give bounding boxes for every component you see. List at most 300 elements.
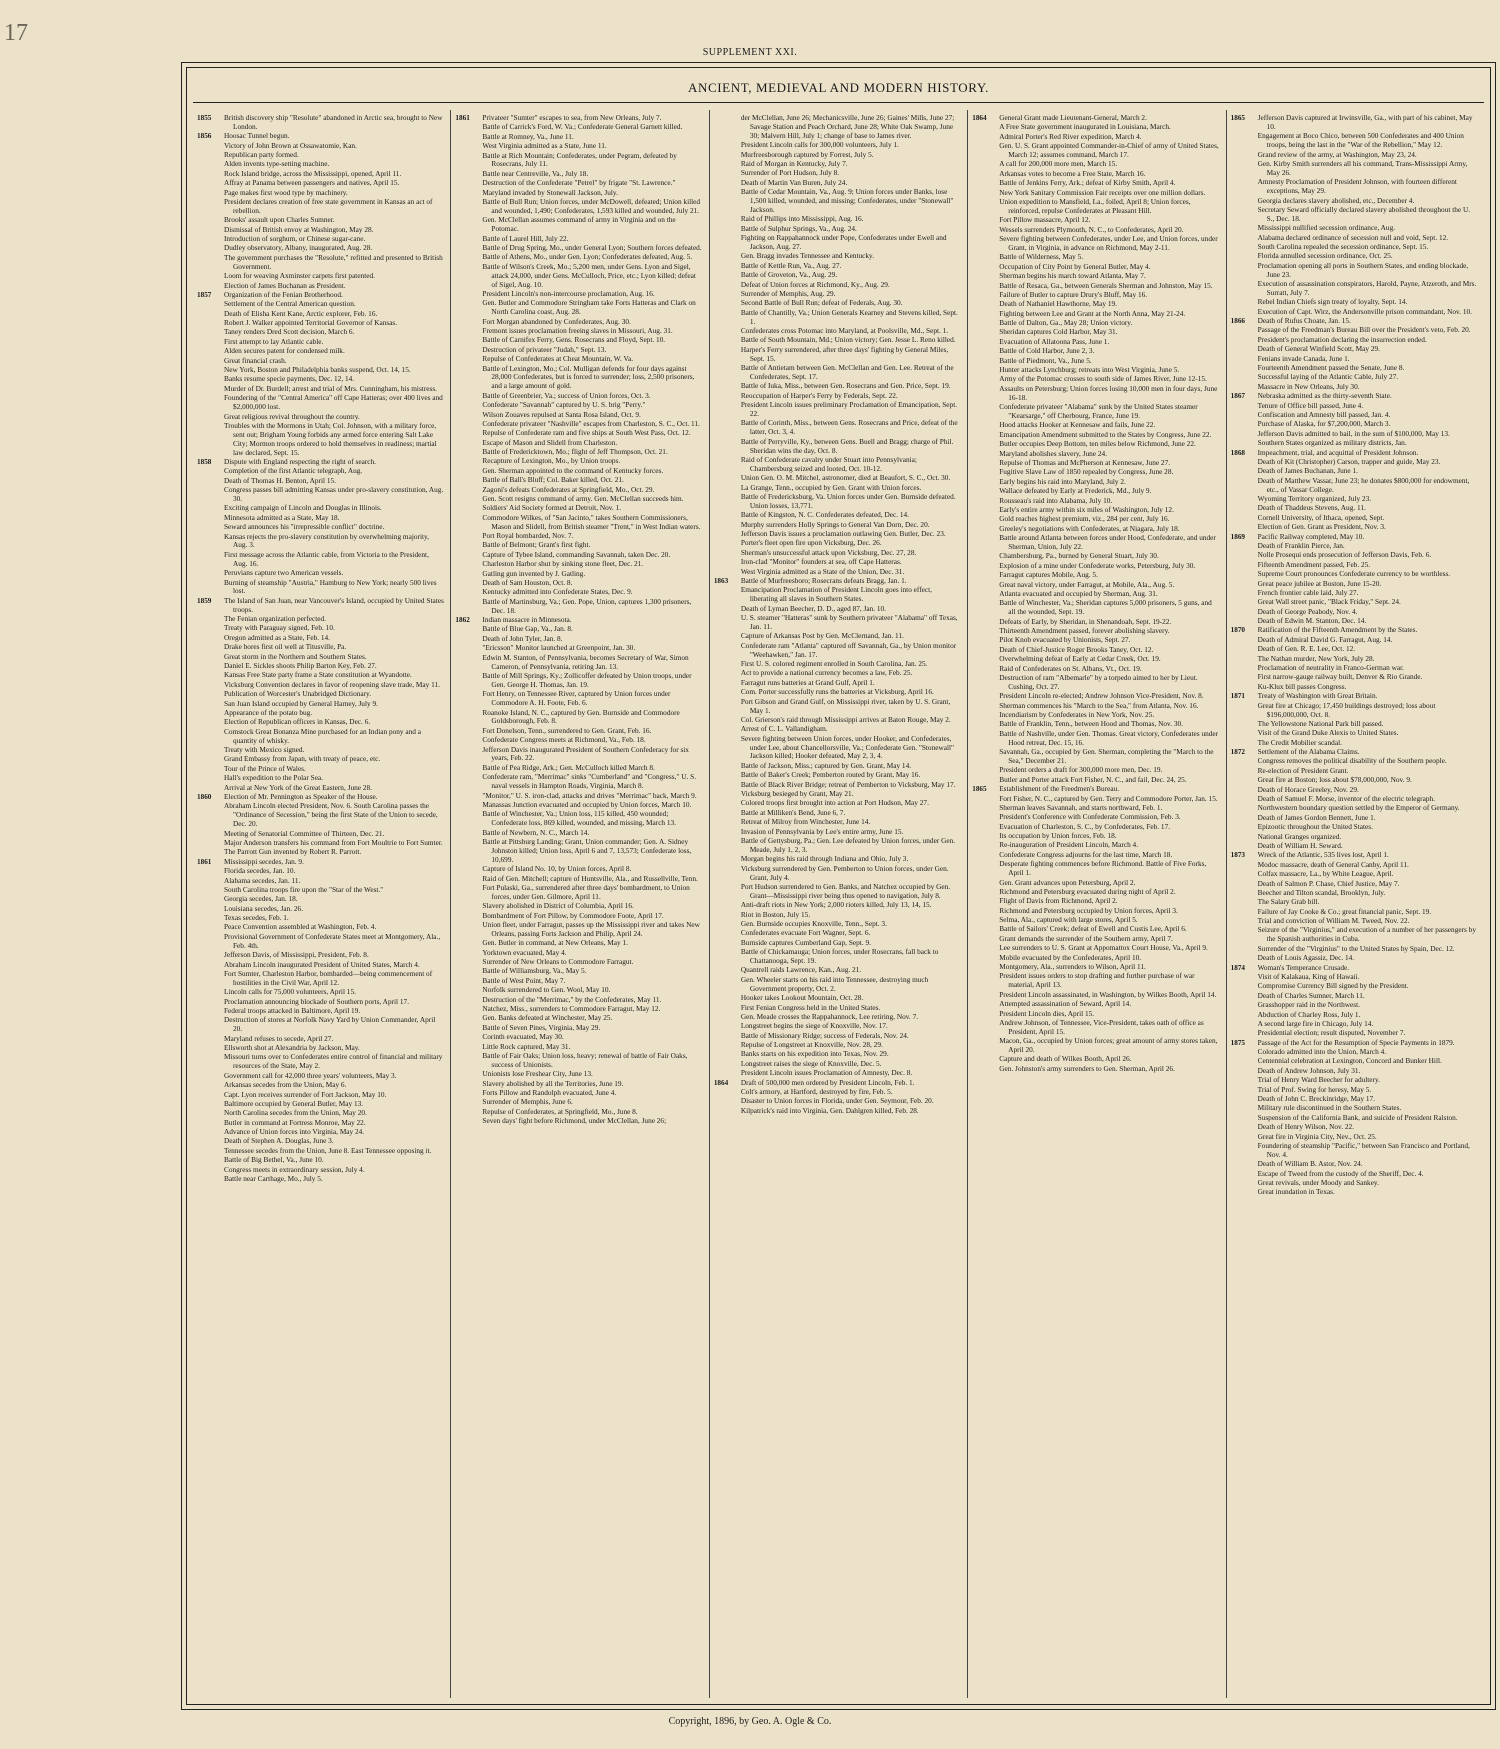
timeline-entry <box>197 375 444 384</box>
entry-year <box>197 347 219 356</box>
entry-text: Dudley observatory, Albany, inaugurated, Aug. 28. <box>224 243 373 253</box>
entry-year <box>972 123 994 132</box>
entry-text: "Ericsson" Monitor launched at Greenpoint, Jan. 30. <box>482 643 636 653</box>
timeline-entry <box>972 944 1219 953</box>
timeline-entry <box>1231 1142 1478 1160</box>
entry-year <box>455 598 477 616</box>
entry-text: Government call for 42,000 three years' volunteers, May 3. <box>224 1070 397 1080</box>
entry-year <box>1231 570 1253 579</box>
entry-year <box>714 1022 736 1031</box>
entry-year <box>1231 1104 1253 1113</box>
entry-year <box>714 281 736 290</box>
timeline-column-5 <box>1227 110 1484 1698</box>
entry-text: Surrender of the "Virginius" to the United States by Spain, Dec. 12. <box>1257 943 1455 953</box>
entry-year <box>714 327 736 336</box>
entry-text: Col. Grierson's raid through Mississippi arrives at Baton Rouge, May 2. <box>740 714 951 724</box>
entry-text: Military rule discontinued in the Southern States. <box>1257 1103 1402 1113</box>
entry-text: Death of John C. Breckinridge, May 17. <box>1257 1094 1375 1104</box>
entry-year <box>1231 842 1253 851</box>
entry-year <box>197 774 219 783</box>
entry-year <box>714 474 736 483</box>
timeline-entry <box>714 1107 961 1116</box>
entry-year <box>972 823 994 832</box>
entry-text: First U. S. colored regiment enrolled in South Carolina, Jan. 25. <box>740 659 928 669</box>
entry-text: West Virginia admitted as a State of the Union, Dec. 31. <box>740 566 905 576</box>
entry-year <box>197 718 219 727</box>
entry-year: 1865 <box>1230 114 1245 122</box>
timeline-entry <box>1231 477 1478 495</box>
timeline-entry <box>714 558 961 567</box>
entry-text: Supreme Court pronounces Confederate currency to be worthless. <box>1257 569 1451 579</box>
timeline-entry <box>1231 776 1478 785</box>
timeline-entry <box>972 571 1219 580</box>
entry-text: Fenians invade Canada, June 1. <box>1257 353 1350 363</box>
entry-year: 1864 <box>713 1078 729 1087</box>
entry-text: President Lincoln's non-intercourse proclamation, Aug. 16. <box>482 288 655 298</box>
entry-text: Battle of Martinsburg, Va.; Gen. Pope, Union, captures 1,300 prisoners, Dec. 18. <box>482 596 692 615</box>
entry-year <box>714 716 736 725</box>
timeline-entry <box>455 986 702 995</box>
timeline-entry <box>455 1117 702 1126</box>
entry-year <box>455 327 477 336</box>
entry-text: Battle around Atlanta between forces under Hood, Confederate, and under Sherman, Union, July 22. <box>999 533 1216 551</box>
entry-text: Death of James Buchanan, June 1. <box>1257 466 1358 476</box>
timeline-entry <box>197 933 444 951</box>
timeline-entry <box>714 698 961 716</box>
entry-year <box>197 375 219 384</box>
entry-year <box>197 310 219 319</box>
entry-text: Battle of Sailors' Creek; defeat of Ewell and Custis Lee, April 6. <box>999 924 1187 934</box>
entry-year <box>197 914 219 923</box>
entry-year <box>1231 402 1253 411</box>
entry-text: Gen. McClellan assumes command of army in Virginia and on the Potomac. <box>482 215 676 234</box>
entry-text: Repulse of Longstreet at Knoxville, Nov. 28, 29. <box>740 1040 883 1050</box>
entry-text: Southern States organized as military districts, Jan. <box>1257 438 1407 448</box>
entry-text: Explosion of a mine under Confederate works, Petersburg, July 30. <box>999 560 1196 570</box>
entry-text: Amnesty Proclamation of President Johnson, with fourteen different exceptions, May 29. <box>1257 177 1457 196</box>
entry-year <box>714 456 736 474</box>
entry-year <box>972 590 994 599</box>
entry-year <box>972 804 994 813</box>
entry-year <box>714 781 736 790</box>
entry-text: Anti-draft riots in New York; 2,000 rioters killed, July 13, 14, 15. <box>740 900 932 910</box>
entry-year <box>197 848 219 857</box>
entry-text: President Lincoln issues Proclamation of Amnesty, Dec. 8. <box>740 1068 913 1078</box>
entry-year <box>455 142 477 151</box>
timeline-entry <box>972 1000 1219 1009</box>
entry-text: Death of William B. Astor, Nov. 24. <box>1257 1159 1363 1169</box>
timeline-entry <box>1231 132 1478 150</box>
entry-year <box>197 235 219 244</box>
timeline-entry <box>972 534 1219 552</box>
entry-year <box>1231 992 1253 1001</box>
entry-text: Proclamation of neutrality in Franco-German war. <box>1257 663 1404 673</box>
timeline-entry <box>1231 1188 1478 1197</box>
entry-year <box>972 282 994 291</box>
timeline-entry <box>1231 729 1478 738</box>
entry-text: Fremont issues proclamation freeing slaves in Missouri, Aug. 31. <box>482 325 673 335</box>
entry-text: Porter's fleet open fire upon Vicksburg, Dec. 26. <box>740 538 882 548</box>
entry-year <box>972 300 994 309</box>
timeline-entry <box>1231 224 1478 233</box>
entry-text: Slavery abolished in District of Columbia, April 16. <box>482 901 634 911</box>
timeline-entry <box>714 364 961 382</box>
entry-text: Ellsworth shot at Alexandria by Jackson, May. <box>224 1043 360 1053</box>
entry-text: Battle of Iuka, Miss., between Gen. Rosecrans and Gen. Price, Sept. 19. <box>740 381 951 391</box>
entry-text: Great storm in the Northern and Southern States. <box>224 651 367 661</box>
timeline-entry <box>197 1053 444 1071</box>
entry-year <box>455 1005 477 1014</box>
entry-year <box>197 272 219 281</box>
entry-year <box>455 875 477 884</box>
entry-year <box>455 504 477 513</box>
entry-text: Grant demands the surrender of the Southern army, April 7. <box>999 933 1173 943</box>
timeline-entry <box>714 799 961 808</box>
entry-year <box>972 963 994 972</box>
entry-text: Arkansas secedes from the Union, May 6. <box>224 1080 347 1090</box>
entry-text: Colorado admitted into the Union, March 4. <box>1257 1047 1387 1057</box>
timeline-entry <box>197 597 444 615</box>
entry-year <box>197 839 219 848</box>
timeline-entry <box>455 921 702 939</box>
entry-year <box>197 244 219 253</box>
timeline-entry <box>1231 373 1478 382</box>
entry-text: Overwhelming defeat of Early at Cedar Creek, Oct. 19. <box>999 654 1161 664</box>
timeline-entry <box>197 523 444 532</box>
timeline-column-3 <box>710 110 968 1698</box>
entry-text: Evacuation of Charleston, S. C., by Confederates, Feb. 17. <box>999 821 1171 831</box>
entry-year <box>714 660 736 669</box>
entry-year <box>455 884 477 902</box>
timeline-entry <box>714 669 961 678</box>
entry-text: Jefferson Davis captured at Irwinsville, Ga., with part of his cabinet, May 10. <box>1257 113 1473 131</box>
entry-year <box>714 382 736 391</box>
entry-text: Longstreet raises the siege of Knoxville, Dec. 5. <box>740 1058 882 1068</box>
entry-year <box>197 867 219 876</box>
entry-year <box>972 403 994 421</box>
timeline-entry <box>1231 804 1478 813</box>
entry-year <box>714 679 736 688</box>
entry-year <box>714 966 736 975</box>
entry-year <box>197 1035 219 1044</box>
entry-year <box>972 357 994 366</box>
timeline-entry <box>972 440 1219 449</box>
entry-year <box>197 477 219 486</box>
timeline-entry <box>972 1055 1219 1064</box>
entry-text: Publication of Worcester's Unabridged Dictionary. <box>224 689 372 699</box>
entry-year: 1855 <box>197 114 212 122</box>
entry-text: Peruvians capture two American vessels. <box>224 568 344 578</box>
entry-text: Raid of Confederate cavalry under Stuart into Pennsylvania; Chambersburg seized and looted, Oct. 10-12. <box>740 454 917 473</box>
entry-year <box>714 1013 736 1022</box>
entry-text: Jefferson Davis inaugurated President of Southern Confederacy for six years, Feb. 22. <box>482 744 689 763</box>
entry-text: Colt's armory, at Hartford, destroyed by fire, Feb. 5. <box>740 1087 893 1097</box>
timeline-entry <box>197 114 444 132</box>
entry-year <box>1231 720 1253 729</box>
entry-year <box>1231 1048 1253 1057</box>
entry-year <box>455 921 477 939</box>
entry-text: Gatling gun invented by J. Gatling. <box>482 568 586 578</box>
entry-text: The Island of San Juan, near Vancouver's Island, occupied by United States troops. <box>224 595 444 614</box>
entry-text: Surrender of Memphis, Aug. 29. <box>740 288 836 298</box>
timeline-entry <box>972 720 1219 729</box>
entry-year <box>197 728 219 746</box>
entry-year <box>714 419 736 437</box>
timeline-entry <box>972 385 1219 403</box>
entry-year <box>197 189 219 198</box>
entry-text: Port Gibson and Grand Gulf, on Mississippi river, taken by U. S. Grant, May 1. <box>740 696 951 715</box>
entry-text: Election of Mr. Pennington as Speaker of the House. <box>224 792 378 802</box>
entry-text: Fort Morgan abandoned by Confederates, Aug. 30. <box>482 316 631 326</box>
entry-year <box>1231 880 1253 889</box>
entry-text: North Carolina secedes from the Union, May 20. <box>224 1108 367 1118</box>
entry-year <box>455 1024 477 1033</box>
entry-year <box>197 1166 219 1175</box>
entry-text: Death of Henry Wilson, Nov. 22. <box>1257 1122 1354 1132</box>
title-divider <box>193 102 1484 103</box>
entry-year <box>972 766 994 775</box>
entry-text: Death of Chief-Justice Roger Brooks Taney, Oct. 12. <box>999 644 1154 654</box>
entry-text: The Salary Grab bill. <box>1257 897 1320 907</box>
entry-year <box>972 431 994 440</box>
entry-year <box>714 262 736 271</box>
entry-year <box>714 698 736 716</box>
entry-year <box>197 988 219 997</box>
entry-text: Provisional Government of Confederate States meet at Montgomery, Ala., Feb. 4th. <box>224 931 441 950</box>
entry-year <box>714 1107 736 1116</box>
timeline-entry <box>197 802 444 829</box>
entry-year <box>197 486 219 504</box>
entry-text: Death of Sam Houston, Oct. 8. <box>482 578 573 588</box>
entry-text: Battle of Lexington, Mo.; Col. Mulligan defends for four days against 28,000 Confederates, but is forced to surrender; loss, 2,500 prisoners, and a large amount of gold. <box>482 363 695 391</box>
entry-text: Dispute with England respecting the right of search. <box>224 456 376 466</box>
entry-text: Compromise Currency Bill signed by the President. <box>1257 981 1409 991</box>
entry-year <box>1231 1114 1253 1123</box>
entry-text: Slavery abolished by all the Territories, June 19. <box>482 1078 624 1088</box>
entry-year <box>972 935 994 944</box>
entry-text: Attempted assassination of Seward, April 14. <box>999 999 1132 1009</box>
timeline-column-1 <box>193 110 451 1698</box>
timeline-entry <box>455 336 702 345</box>
timeline-entry <box>197 160 444 169</box>
entry-year: 1873 <box>1230 851 1245 860</box>
entry-text: Pilot Knob evacuated by Unionists, Sept. 27. <box>999 635 1131 645</box>
entry-text: Second Battle of Bull Run; defeat of Federals, Aug. 30. <box>740 298 903 308</box>
entry-text: Army of the Potomac crosses to south side of James River, June 12-15. <box>999 374 1207 384</box>
timeline-entry <box>1231 178 1478 196</box>
entry-text: Selma, Ala., captured with large stores, April 5. <box>999 915 1138 925</box>
entry-text: Advance of Union forces into Virginia, May 24. <box>224 1127 365 1137</box>
entry-year <box>197 830 219 839</box>
entry-text: Texas secedes, Feb. 1. <box>224 913 289 923</box>
timeline-entry <box>972 375 1219 384</box>
entry-text: Hoosac Tunnel begun. <box>224 131 290 141</box>
entry-year <box>714 1088 736 1097</box>
timeline-entry <box>197 254 444 272</box>
entry-year <box>1231 580 1253 589</box>
timeline-entry <box>972 347 1219 356</box>
entry-year <box>455 996 477 1005</box>
timeline-entry <box>197 486 444 504</box>
entry-text: Quantrell raids Lawrence, Kan., Aug. 21. <box>740 965 862 975</box>
entry-text: Battle of Athens, Mo., under Gen. Lyon; Confederates defeated, Aug. 5. <box>482 252 693 262</box>
entry-year <box>455 318 477 327</box>
timeline-entry <box>1231 702 1478 720</box>
entry-text: Capture of Tybee Island, commanding Savannah, taken Dec. 20. <box>482 549 671 559</box>
entry-text: Introduction of sorghum, or Chinese sugar-cane. <box>224 234 366 244</box>
entry-year <box>1231 776 1253 785</box>
entry-year <box>1231 355 1253 364</box>
entry-text: Battle of Winchester, Va.; Union loss, 115 killed, 450 wounded; Confederate loss, 869 killed, wounded, and missing, March 13. <box>482 809 677 828</box>
entry-year <box>972 506 994 515</box>
timeline-entry <box>1231 504 1478 513</box>
entry-year <box>1231 1020 1253 1029</box>
entry-year <box>455 401 477 410</box>
entry-text: Wallace defeated by Early at Frederick, Md., July 9. <box>999 486 1152 496</box>
entry-text: Battle at Rich Mountain; Confederates, under Pegram, defeated by Rosecrans, July 11. <box>482 150 677 169</box>
entry-text: Chambersburg, Pa., burned by General Stuart, July 30. <box>999 551 1159 561</box>
entry-text: Butler in command at Fortress Monroe, May 22. <box>224 1117 366 1127</box>
timeline-entry <box>1231 345 1478 354</box>
entry-year <box>1231 1011 1253 1020</box>
timeline-entry <box>972 655 1219 664</box>
entry-year <box>455 299 477 317</box>
entry-text: Act to provide a national currency becomes a law, Feb. 25. <box>740 668 913 678</box>
entry-text: Destruction of ram "Albemarle" by a torpedo aimed to her by Lieut. Cushing, Oct. 27. <box>999 672 1198 691</box>
entry-text: Montgomery, Ala., surrenders to Wilson, April 11. <box>999 962 1146 972</box>
timeline-entry <box>972 421 1219 430</box>
timeline-entry <box>1231 420 1478 429</box>
entry-year <box>714 290 736 299</box>
timeline-entry <box>455 773 702 791</box>
entry-year <box>1231 206 1253 224</box>
entry-text: Destruction of privateer "Judah," Sept. 13. <box>482 344 607 354</box>
timeline-entry <box>455 672 702 690</box>
timeline-entry <box>714 188 961 215</box>
entry-year <box>1231 814 1253 823</box>
entry-year <box>714 828 736 837</box>
entry-year <box>197 615 219 624</box>
entry-text: Successful laying of the Atlantic Cable, July 27. <box>1257 372 1399 382</box>
timeline-entry <box>714 382 961 391</box>
entry-text: Battle of Jenkins Ferry, Ark.; defeat of Kirby Smith, April 4. <box>999 178 1176 188</box>
entry-text: Meeting of Senatorial Committee of Thirteen, Dec. 21. <box>224 828 385 838</box>
entry-text: South Carolina troops fire upon the "Star of the West." <box>224 884 384 894</box>
entry-year <box>197 700 219 709</box>
entry-text: Battle of Fredericktown, Mo.; flight of Jeff Thompson, Oct. 21. <box>482 447 668 457</box>
entry-text: Jefferson Davis, of Mississippi, President, Feb. 8. <box>224 950 369 960</box>
entry-year: 1866 <box>1230 317 1245 326</box>
timeline-entry <box>972 1019 1219 1037</box>
entry-text: Bombardment of Fort Pillow, by Commodore Foote, April 17. <box>482 910 664 920</box>
entry-year <box>972 133 994 142</box>
entry-year <box>714 225 736 234</box>
entry-text: Burning of steamship "Austria," Hamburg to New York; nearly 500 lives lost. <box>224 577 437 596</box>
entry-text: Death of Salmon P. Chase, Chief Justice, May 7. <box>1257 878 1400 888</box>
timeline-entry <box>1231 851 1478 860</box>
entry-year <box>714 920 736 929</box>
entry-year: 1871 <box>1230 692 1245 701</box>
timeline-entry <box>1231 570 1478 579</box>
timeline-entry <box>1231 1076 1478 1085</box>
timeline-entry <box>714 114 961 141</box>
entry-year <box>972 813 994 822</box>
entry-year <box>197 886 219 895</box>
entry-year <box>1231 870 1253 879</box>
entry-text: Death of Thaddeus Stevens, Aug. 11. <box>1257 503 1366 513</box>
entry-year <box>972 421 994 430</box>
entry-year <box>455 467 477 476</box>
entry-text: Invasion of Pennsylvania by Lee's entire army, June 15. <box>740 826 904 836</box>
entry-year <box>972 944 994 953</box>
entry-text: Atlanta evacuated and occupied by Sherman, Aug. 31. <box>999 588 1158 598</box>
entry-year <box>714 364 736 382</box>
timeline-entry <box>1231 645 1478 654</box>
entry-year: 1863 <box>713 577 729 586</box>
entry-text: Presidential election; result disputed, November 7. <box>1257 1028 1406 1038</box>
entry-text: Escape of Mason and Slidell from Charleston. <box>482 437 618 447</box>
entry-text: Appearance of the potato bug. <box>224 708 313 717</box>
entry-text: Baltimore occupied by General Butler, May 13. <box>224 1098 364 1108</box>
entry-year <box>455 579 477 588</box>
entry-text: Election of Republican officers in Kansas, Dec. 6. <box>224 717 371 727</box>
entry-year <box>714 568 736 577</box>
entry-text: Raid of Morgan in Kentucky, July 7. <box>740 158 848 168</box>
entry-text: Death of Kit (Christopher) Carson, trapper and guide, May 23. <box>1257 456 1441 466</box>
entry-text: Alabama secedes, Jan. 11. <box>224 875 301 885</box>
entry-year <box>455 967 477 976</box>
timeline-entry <box>455 654 702 672</box>
entry-year: 1860 <box>197 793 212 802</box>
entry-text: Mississippi secedes, Jan. 9. <box>224 856 304 866</box>
entry-year <box>972 310 994 319</box>
entry-year <box>972 832 994 841</box>
entry-year <box>714 114 736 141</box>
timeline-entry <box>455 644 702 653</box>
entry-text: Rebel Indian Chiefs sign treaty of loyalty, Sept. 14. <box>1257 297 1408 307</box>
entry-text: Great fire in Virginia City, Nev., Oct. 25. <box>1257 1131 1377 1141</box>
entry-text: Maryland abolishes slavery, June 24. <box>999 448 1107 458</box>
entry-year <box>714 511 736 520</box>
timeline-entry <box>714 336 961 345</box>
entry-text: A call for 200,000 more men, March 15. <box>999 159 1118 169</box>
entry-text: Murder of Dr. Burdell; arrest and trial of Mrs. Cunningham, his mistress. <box>224 383 437 393</box>
timeline-entry <box>714 632 961 641</box>
entry-text: President Lincoln re-elected; Andrew Johnson Vice-President, Nov. 8. <box>999 691 1204 701</box>
entry-year <box>1231 1029 1253 1038</box>
entry-year: 1870 <box>1230 626 1245 635</box>
entry-year <box>972 525 994 534</box>
entry-text: Battle of West Point, May 7. <box>482 975 566 985</box>
entry-year <box>197 1109 219 1118</box>
entry-text: Treaty with Paraguay signed, Feb. 10. <box>224 623 335 633</box>
entry-text: Dismissal of British envoy at Washington, May 28. <box>224 224 374 234</box>
entry-text: Arrest of C. L. Vallandigham. <box>740 724 828 734</box>
entry-year <box>714 865 736 883</box>
timeline-entry <box>972 599 1219 617</box>
timeline-entry <box>972 272 1219 281</box>
entry-year <box>972 1010 994 1019</box>
entry-year: 1861 <box>455 114 470 122</box>
entry-year <box>197 160 219 169</box>
entry-year <box>714 215 736 224</box>
entry-text: Northwestern boundary question settled by the Emperor of Germany. <box>1257 803 1460 813</box>
entry-year <box>714 1041 736 1050</box>
entry-year <box>197 1044 219 1053</box>
timeline-entry <box>714 865 961 883</box>
entry-text: Death of James Gordon Bennett, June 1. <box>1257 812 1376 822</box>
entry-text: Gen. Bragg invades Tennessee and Kentucky. <box>740 251 875 261</box>
